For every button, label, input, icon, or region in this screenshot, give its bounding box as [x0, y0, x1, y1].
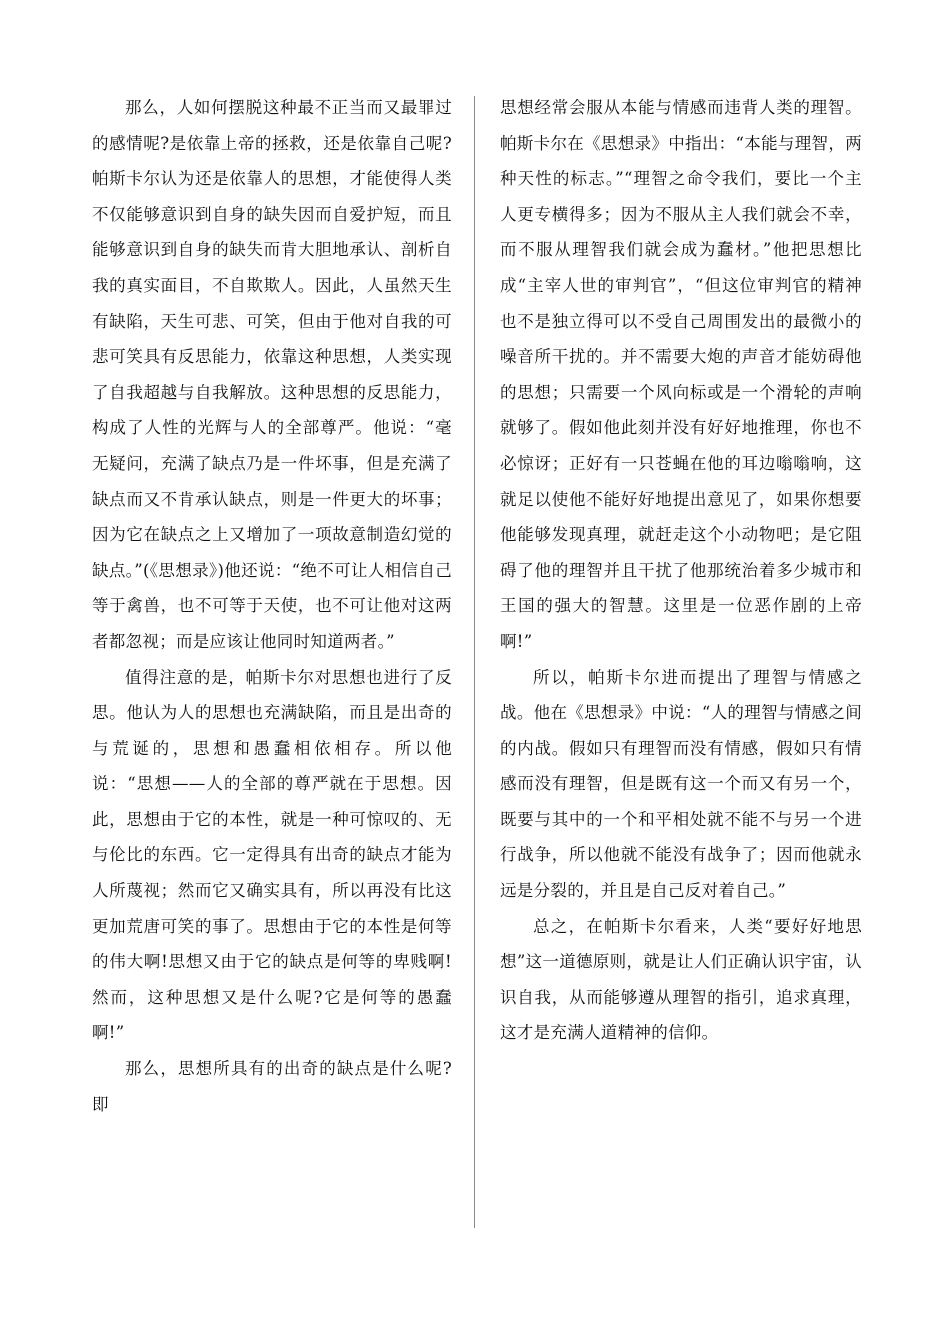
column-divider — [474, 96, 475, 1228]
paragraph: 那么，人如何摆脱这种最不正当而又最罪过的感情呢?是依靠上帝的拯救，还是依靠自己呢?帕斯卡尔认为还是依靠人的思想，才能使得人类不仅能够意识到自身的缺失因而自爱护短，而且能够意识到自身的缺失而肯大胆地承认、剖析自我的真实面目，不自欺欺人。因此，人虽然天生有缺陷，天生可悲、可笑，但由于他对自我的可悲可笑具有反思能力，依靠这种思想，人类实现了自我超越与自我解放。这种思想的反思能力，构成了人性的光辉与人的全部尊严。他说：“毫无疑问，充满了缺点乃是一件坏事，但是充满了缺点而又不肯承认缺点，则是一件更大的坏事；因为它在缺点之上又增加了一项故意制造幻觉的缺点。”(《思想录》)他还说：“绝不可让人相信自己等于禽兽，也不可等于天使，也不可让他对这两者都忽视；而是应该让他同时知道两者。” — [92, 98, 452, 651]
paragraph-continuation: 思想经常会服从本能与情感而违背人类的理智。帕斯卡尔在《思想录》中指出：“本能与理智，两种天性的标志。”“理智之命令我们，要比一个主人更专横得多；因为不服从主人我们就会不幸，而不服从理智我们就会成为蠢材。”他把思想比成“主宰人世的审判官”，“但这位审判官的精神也不是独立得可以不受自己周围发出的最微小的噪音所干扰的。并不需要大炮的声音才能妨碍他的思想；只需要一个风向标或是一个滑轮的声响就够了。假如他此刻并没有好好地推理，你也不必惊讶；正好有一只苍蝇在他的耳边嗡嗡响，这就足以使他不能好好地提出意见了，如果你想要他能够发现真理，就赶走这个小动物吧；是它阻碍了他的理智并且干扰了他那统治着多少城市和王国的强大的智慧。这里是一位恶作剧的上帝啊!” — [500, 98, 862, 651]
left-column — [92, 90, 452, 1122]
paragraph: 所以，帕斯卡尔进而提出了理智与情感之战。他在《思想录》中说：“人的理智与情感之间的内战。假如只有理智而没有情感，假如只有情感而没有理智，但是既有这一个而又有另一个，既要与其中的一个和平相处就不能不与另一个进行战争，所以他就不能没有战争了；因而他就永远是分裂的，并且是自己反对着自己。” — [500, 667, 862, 901]
right-column — [500, 90, 862, 1051]
paragraph: 值得注意的是，帕斯卡尔对思想也进行了反思。他认为人的思想也充满缺陷，而且是出奇的与荒诞的，思想和愚蠢相依相存。所以他说：“思想——人的全部的尊严就在于思想。因此，思想由于它的本性，就是一种可惊叹的、无与伦比的东西。它一定得具有出奇的缺点才能为人所蔑视；然而它又确实具有，所以再没有比这更加荒唐可笑的事了。思想由于它的本性是何等的伟大啊!思想又由于它的缺点是何等的卑贱啊!然而，这种思想又是什么呢?它是何等的愚蠢啊!” — [92, 667, 452, 1043]
paragraph: 总之，在帕斯卡尔看来，人类“要好好地思想”这一道德原则，就是让人们正确认识宇宙，认识自我，从而能够遵从理智的指引，追求真理，这才是充满人道精神的信仰。 — [500, 916, 862, 1043]
paragraph: 那么，思想所具有的出奇的缺点是什么呢?即 — [92, 1059, 452, 1114]
